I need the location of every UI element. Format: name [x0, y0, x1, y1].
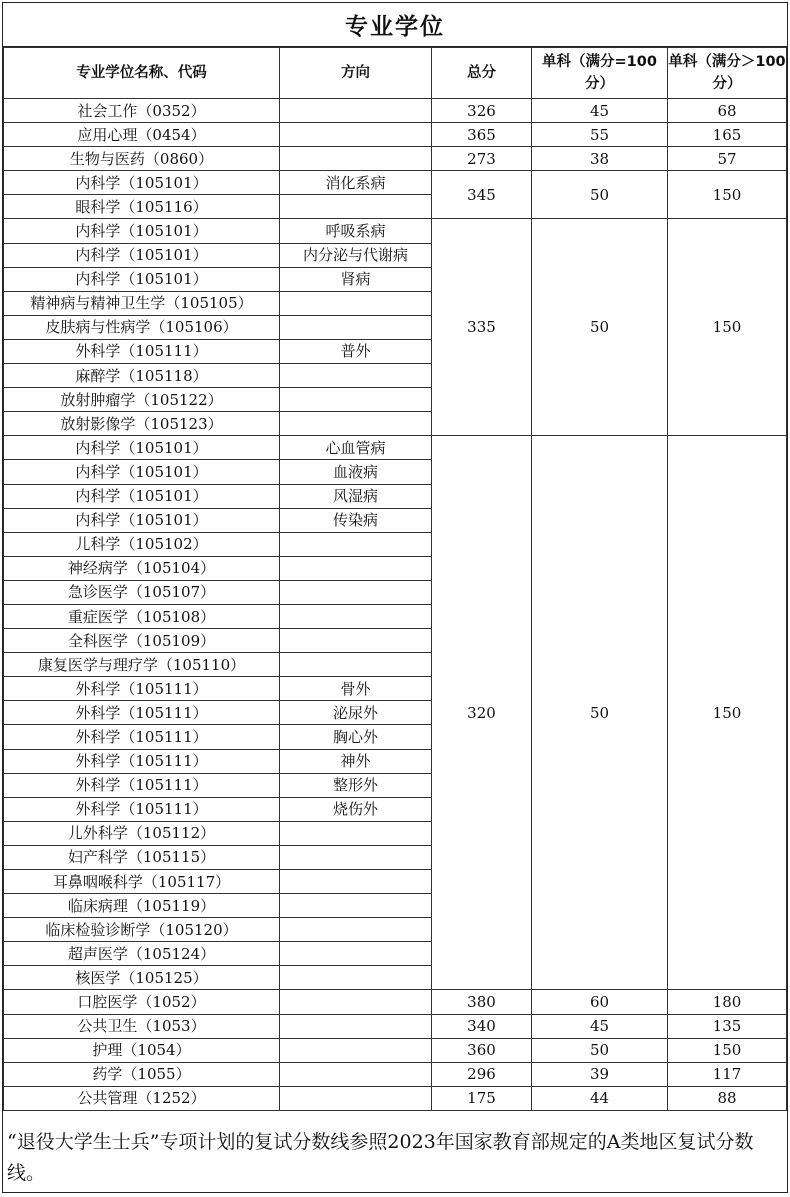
table-row — [4, 1014, 787, 1038]
single-gt100-score-cell: 135 — [668, 1014, 787, 1038]
direction-cell — [280, 532, 432, 556]
total-score-cell: 360 — [432, 1038, 532, 1062]
direction-cell — [280, 990, 432, 1014]
direction-cell: 胸心外 — [280, 725, 432, 749]
direction-cell — [280, 966, 432, 990]
direction-cell — [280, 653, 432, 677]
major-name-cell: 外科学（105111） — [4, 749, 280, 773]
direction-cell — [280, 195, 432, 219]
major-name-cell: 外科学（105111） — [4, 339, 280, 363]
single-100-score-cell: 45 — [532, 99, 668, 123]
major-name-cell: 放射肿瘤学（105122） — [4, 388, 280, 412]
major-name-cell: 全科医学（105109） — [4, 629, 280, 653]
single-100-score-cell: 60 — [532, 990, 668, 1014]
major-name-cell: 口腔医学（1052） — [4, 990, 280, 1014]
total-score-cell: 340 — [432, 1014, 532, 1038]
single-gt100-score-cell: 57 — [668, 147, 787, 171]
major-name-cell: 康复医学与理疗学（105110） — [4, 653, 280, 677]
direction-cell: 消化系病 — [280, 171, 432, 195]
direction-cell — [280, 604, 432, 628]
table-row — [4, 123, 787, 147]
direction-cell — [280, 1038, 432, 1062]
table-row — [4, 147, 787, 171]
direction-cell — [280, 942, 432, 966]
direction-cell — [280, 315, 432, 339]
direction-cell — [280, 291, 432, 315]
table-row — [4, 171, 787, 195]
major-name-cell: 急诊医学（105107） — [4, 580, 280, 604]
major-name-cell: 外科学（105111） — [4, 725, 280, 749]
major-name-cell: 皮肤病与性病学（105106） — [4, 315, 280, 339]
single-gt100-score-cell: 180 — [668, 990, 787, 1014]
header-row — [4, 48, 787, 99]
header-name: 专业学位名称、代码 — [4, 48, 280, 99]
total-score-cell: 296 — [432, 1062, 532, 1086]
major-name-cell: 精神病与精神卫生学（105105） — [4, 291, 280, 315]
table-row — [4, 1086, 787, 1110]
direction-cell — [280, 1062, 432, 1086]
major-name-cell: 护理（1054） — [4, 1038, 280, 1062]
table-row — [4, 436, 787, 460]
score-table — [3, 47, 787, 1111]
footnote: “退役大学生士兵”专项计划的复试分数线参照2023年国家教育部规定的A类地区复试分数线。 — [7, 1130, 754, 1184]
direction-cell — [280, 580, 432, 604]
total-score-cell: 326 — [432, 99, 532, 123]
direction-cell — [280, 629, 432, 653]
direction-cell — [280, 918, 432, 942]
header-direction: 方向 — [280, 48, 432, 99]
direction-cell: 心血管病 — [280, 436, 432, 460]
total-score-cell: 175 — [432, 1086, 532, 1110]
major-name-cell: 神经病学（105104） — [4, 556, 280, 580]
major-name-cell: 儿科学（105102） — [4, 532, 280, 556]
score-sheet — [2, 2, 788, 1193]
direction-cell — [280, 870, 432, 894]
total-score-cell: 345 — [432, 171, 532, 219]
direction-cell: 内分泌与代谢病 — [280, 243, 432, 267]
major-name-cell: 眼科学（105116） — [4, 195, 280, 219]
page-title: 专业学位 — [3, 3, 787, 47]
single-gt100-score-cell: 150 — [668, 171, 787, 219]
single-100-score-cell: 50 — [532, 171, 668, 219]
total-score-cell: 365 — [432, 123, 532, 147]
major-name-cell: 内科学（105101） — [4, 484, 280, 508]
single-gt100-score-cell: 117 — [668, 1062, 787, 1086]
major-name-cell: 内科学（105101） — [4, 436, 280, 460]
major-name-cell: 内科学（105101） — [4, 460, 280, 484]
table-body — [4, 99, 787, 1111]
major-name-cell: 麻醉学（105118） — [4, 364, 280, 388]
major-name-cell: 妇产科学（105115） — [4, 845, 280, 869]
header-total: 总分 — [432, 48, 532, 99]
single-100-score-cell: 50 — [532, 1038, 668, 1062]
total-score-cell: 380 — [432, 990, 532, 1014]
direction-cell — [280, 388, 432, 412]
single-100-score-cell: 55 — [532, 123, 668, 147]
major-name-cell: 放射影像学（105123） — [4, 412, 280, 436]
direction-cell: 普外 — [280, 339, 432, 363]
major-name-cell: 社会工作（0352） — [4, 99, 280, 123]
major-name-cell: 外科学（105111） — [4, 797, 280, 821]
major-name-cell: 应用心理（0454） — [4, 123, 280, 147]
single-100-score-cell: 50 — [532, 436, 668, 990]
direction-cell: 骨外 — [280, 677, 432, 701]
direction-cell — [280, 123, 432, 147]
table-row — [4, 990, 787, 1014]
single-100-score-cell: 38 — [532, 147, 668, 171]
table-row — [4, 1038, 787, 1062]
single-gt100-score-cell: 150 — [668, 436, 787, 990]
direction-cell: 肾病 — [280, 267, 432, 291]
major-name-cell: 药学（1055） — [4, 1062, 280, 1086]
major-name-cell: 外科学（105111） — [4, 677, 280, 701]
major-name-cell: 公共管理（1252） — [4, 1086, 280, 1110]
direction-cell: 神外 — [280, 749, 432, 773]
major-name-cell: 儿外科学（105112） — [4, 821, 280, 845]
direction-cell — [280, 845, 432, 869]
major-name-cell: 外科学（105111） — [4, 701, 280, 725]
major-name-cell: 核医学（105125） — [4, 966, 280, 990]
direction-cell — [280, 821, 432, 845]
major-name-cell: 内科学（105101） — [4, 243, 280, 267]
single-gt100-score-cell: 150 — [668, 1038, 787, 1062]
major-name-cell: 内科学（105101） — [4, 171, 280, 195]
direction-cell — [280, 147, 432, 171]
direction-cell — [280, 1086, 432, 1110]
single-100-score-cell: 39 — [532, 1062, 668, 1086]
major-name-cell: 临床病理（105119） — [4, 894, 280, 918]
total-score-cell: 335 — [432, 219, 532, 436]
table-row — [4, 99, 787, 123]
direction-cell — [280, 364, 432, 388]
header-single-100: 单科（满分=100分） — [532, 48, 668, 99]
major-name-cell: 外科学（105111） — [4, 773, 280, 797]
major-name-cell: 公共卫生（1053） — [4, 1014, 280, 1038]
header-single-gt100: 单科（满分＞100分） — [668, 48, 787, 99]
total-score-cell: 320 — [432, 436, 532, 990]
table-row — [4, 219, 787, 243]
direction-cell: 泌尿外 — [280, 701, 432, 725]
total-score-cell: 273 — [432, 147, 532, 171]
direction-cell: 血液病 — [280, 460, 432, 484]
direction-cell: 呼吸系病 — [280, 219, 432, 243]
major-name-cell: 超声医学（105124） — [4, 942, 280, 966]
major-name-cell: 耳鼻咽喉科学（105117） — [4, 870, 280, 894]
major-name-cell: 内科学（105101） — [4, 219, 280, 243]
major-name-cell: 内科学（105101） — [4, 508, 280, 532]
direction-cell — [280, 99, 432, 123]
direction-cell — [280, 894, 432, 918]
single-gt100-score-cell: 68 — [668, 99, 787, 123]
major-name-cell: 内科学（105101） — [4, 267, 280, 291]
direction-cell: 风湿病 — [280, 484, 432, 508]
major-name-cell: 生物与医药（0860） — [4, 147, 280, 171]
single-100-score-cell: 45 — [532, 1014, 668, 1038]
direction-cell: 整形外 — [280, 773, 432, 797]
direction-cell: 传染病 — [280, 508, 432, 532]
direction-cell: 烧伤外 — [280, 797, 432, 821]
major-name-cell: 重症医学（105108） — [4, 604, 280, 628]
direction-cell — [280, 1014, 432, 1038]
single-gt100-score-cell: 88 — [668, 1086, 787, 1110]
direction-cell — [280, 556, 432, 580]
direction-cell — [280, 412, 432, 436]
single-gt100-score-cell: 165 — [668, 123, 787, 147]
table-row — [4, 1062, 787, 1086]
major-name-cell: 临床检验诊断学（105120） — [4, 918, 280, 942]
single-100-score-cell: 50 — [532, 219, 668, 436]
single-gt100-score-cell: 150 — [668, 219, 787, 436]
single-100-score-cell: 44 — [532, 1086, 668, 1110]
